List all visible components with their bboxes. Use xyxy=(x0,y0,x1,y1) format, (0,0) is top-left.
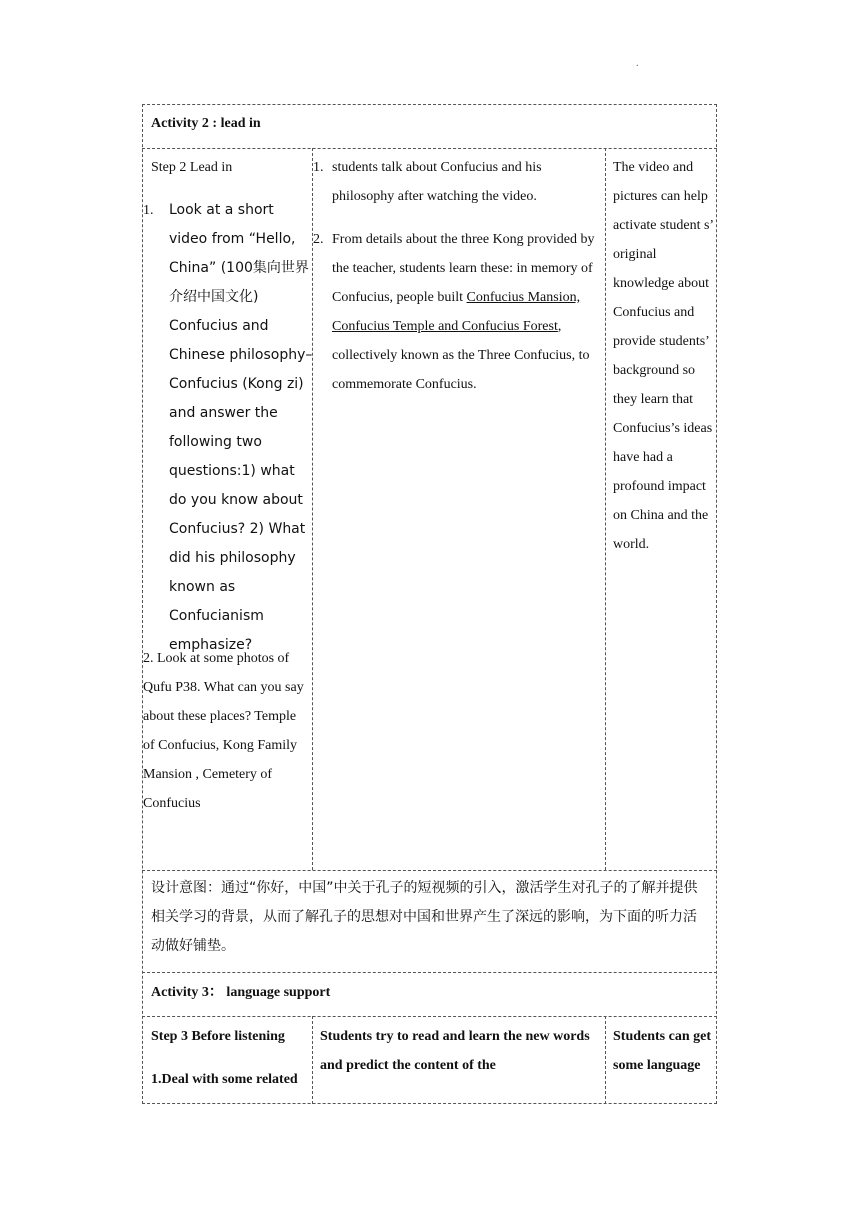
activity3-col2-text: Students try to read and learn the new words and predict the content of the xyxy=(320,1029,590,1073)
row-divider xyxy=(142,1016,717,1017)
col1-item1-number: 1. xyxy=(143,203,154,218)
table-border-bottom xyxy=(142,1103,717,1104)
step3-title: Step 3 Before listening xyxy=(151,1029,285,1044)
row-divider xyxy=(142,972,717,973)
activity3-header: Activity 3： language support xyxy=(151,985,331,1000)
col2-item2-post: , collectively known as the Three Confucius, to commemorate Confucius. xyxy=(332,319,590,392)
column-divider xyxy=(605,1016,606,1104)
column-divider xyxy=(312,1016,313,1104)
table-border-right xyxy=(716,104,717,1104)
table-border-left xyxy=(142,104,143,1104)
step3-item1: 1.Deal with some related xyxy=(151,1072,298,1087)
table-border-top xyxy=(142,104,717,105)
confucius-mansion-link: Confucius Mansion, xyxy=(466,290,581,305)
column-divider xyxy=(605,148,606,870)
col2-item1-number: 1. xyxy=(313,160,324,175)
row-divider xyxy=(142,148,717,149)
step2-title: Step 2 Lead in xyxy=(151,160,233,175)
activity2-header: Activity 2 : lead in xyxy=(151,116,261,131)
col2-item2-number: 2. xyxy=(313,232,324,247)
col2-item2-text xyxy=(332,225,602,399)
col2-item2-pre: From details about the three Kong provided by the teacher, students learn these: in memory of Confucius, people built xyxy=(332,232,595,305)
activity3-col3-text: Students can get some language xyxy=(613,1029,712,1073)
col1-item1-text: Look at a short video from “Hello, China” (100集向世界介绍中国文化) Confucius and Chinese philosophy– Confucius (Kong zi) and answer the following two questions:1) what do you know about Confucius? 2) What did his philosophy known as Confucianism emphasize? xyxy=(169,202,313,653)
col2-item1-text: students talk about Confucius and his philosophy after watching the video. xyxy=(332,160,542,204)
page-mark: . xyxy=(636,58,639,69)
col3-rationale: The video and pictures can help activate student s’ original knowledge about Confucius and provide students’ background so they learn that Confucius’s ideas have had a profound impact on China and the world. xyxy=(613,160,714,552)
row-divider xyxy=(142,870,717,871)
confucius-temple-forest-link: Confucius Temple and Confucius Forest xyxy=(332,319,558,334)
col1-item2-text: 2. Look at some photos of Qufu P38. What can you say about these places? Temple of Confucius, Kong Family Mansion , Cemetery of Confucius xyxy=(143,651,304,811)
design-intent: 设计意图：通过“你好，中国”中关于孔子的短视频的引入，激活学生对孔子的了解并提供相关学习的背景，从而了解孔子的思想对中国和世界产生了深远的影响，为下面的听力活动做好铺垫。 xyxy=(151,880,698,954)
